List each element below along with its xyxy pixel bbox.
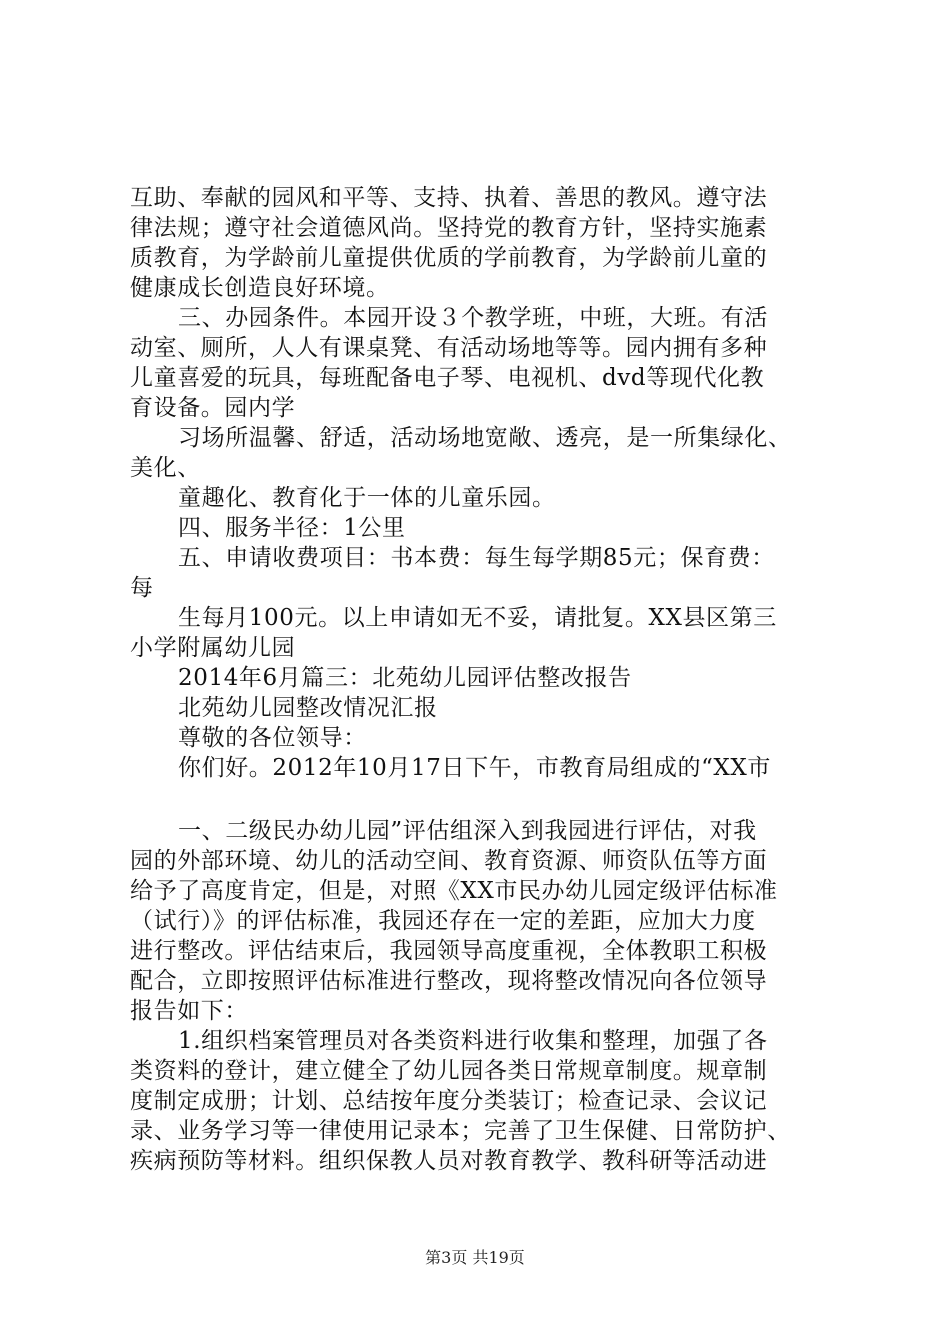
text-line: 给予了高度肯定，但是，对照《XX市民办幼儿园定级评估标准	[130, 878, 778, 904]
text-line: 小学附属幼儿园	[130, 635, 296, 661]
text-line: 进行整改。评估结束后，我园领导高度重视，全体教职工积极	[130, 938, 768, 964]
text-line: 北苑幼儿园整改情况汇报	[178, 695, 438, 721]
page-number-footer: 第3页 共19页	[425, 1248, 525, 1267]
text-line: 五、申请收费项目：书本费：每生每学期85元；保育费：	[178, 545, 775, 571]
text-line: 园的外部环境、幼儿的活动空间、教育资源、师资队伍等方面	[130, 848, 768, 874]
text-line: 录、业务学习等一律使用记录本；完善了卫生保健、日常防护、	[130, 1118, 791, 1144]
text-line: 疾病预防等材料。组织保教人员对教育教学、教科研等活动进	[130, 1148, 768, 1174]
text-line: 类资料的登计，建立健全了幼儿园各类日常规章制度。规章制	[130, 1058, 768, 1084]
text-line: 质教育，为学龄前儿童提供优质的学前教育，为学龄前儿童的	[130, 245, 768, 271]
text-line: 配合，立即按照评估标准进行整改，现将整改情况向各位领导	[130, 968, 768, 994]
text-line: 尊敬的各位领导：	[178, 725, 367, 751]
text-line: 报告如下：	[130, 998, 248, 1024]
text-line: 生每月100元。以上申请如无不妥，请批复。XX县区第三	[178, 605, 777, 631]
text-line: 童趣化、教育化于一体的儿童乐园。	[178, 485, 556, 511]
text-line: 三、办园条件。本园开设３个教学班，中班，大班。有活	[178, 305, 768, 331]
text-line: 美化、	[130, 455, 201, 481]
text-line: 每	[130, 575, 154, 601]
text-line: 1.组织档案管理员对各类资料进行收集和整理，加强了各	[178, 1028, 768, 1054]
text-line: 一、二级民办幼儿园”评估组深入到我园进行评估，对我	[178, 818, 757, 844]
text-line: 习场所温馨、舒适，活动场地宽敞、透亮，是一所集绿化、	[178, 425, 792, 451]
text-line: 度制定成册；计划、总结按年度分类装订；检查记录、会议记	[130, 1088, 768, 1114]
text-line: 四、服务半径：1公里	[178, 515, 406, 541]
text-line: 2014年6月篇三：北苑幼儿园评估整改报告	[178, 665, 632, 691]
text-line: 你们好。2012年10月17日下午，市教育局组成的“XX市	[178, 755, 771, 781]
text-line: （试行）》的评估标准，我园还存在一定的差距，应加大力度	[130, 908, 756, 934]
text-line: 动室、厕所，人人有课桌凳、有活动场地等等。园内拥有多种	[130, 335, 768, 361]
text-line: 儿童喜爱的玩具，每班配备电子琴、电视机、dvd等现代化教	[130, 365, 765, 391]
text-line: 律法规；遵守社会道德风尚。坚持党的教育方针，坚持实施素	[130, 215, 768, 241]
text-line: 育设备。园内学	[130, 395, 296, 421]
text-line: 健康成长创造良好环境。	[130, 275, 390, 301]
text-line: 互助、奉献的园风和平等、支持、执着、善思的教风。遵守法	[130, 185, 768, 211]
